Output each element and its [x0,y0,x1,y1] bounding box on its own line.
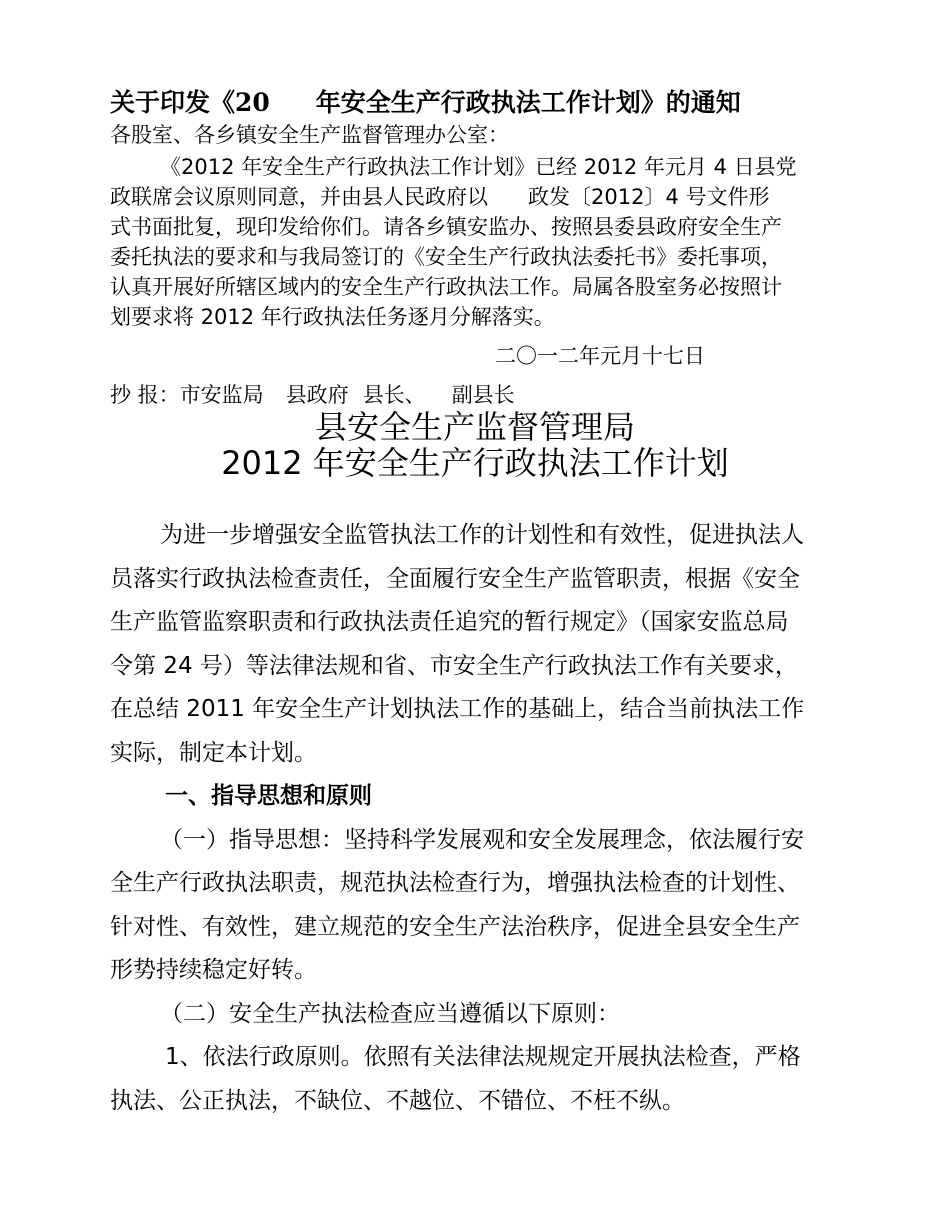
plan-intro-line: 员落实行政执法检查责任，全面履行安全生产监管职责，根据《安全 [110,566,800,592]
notice-para-line: 《2012 年安全生产行政执法工作计划》已经 2012 年元月 4 日县党 [160,155,797,179]
notice-title [110,90,741,115]
guiding-line: 形势持续稳定好转。 [110,957,317,983]
plan-intro-line: 令第 24 号）等法律法规和省、市安全生产行政执法工作有关要求， [110,653,798,679]
notice-salutation: 各股室、各乡镇安全生产监督管理办公室： [110,123,509,147]
plan-title-line2: 2012 年安全生产行政执法工作计划 [221,444,729,482]
principles-heading: （二）安全生产执法检查应当遵循以下原则： [160,1001,620,1027]
guiding-line: 全生产行政执法职责，规范执法检查行为，增强执法检查的计划性、 [110,870,800,896]
plan-intro-line: 生产监管监察职责和行政执法责任追究的暂行规定》（国家安监总局 [110,609,789,635]
principle-line: 执法、公正执法，不缺位、不越位、不错位、不枉不纵。 [110,1088,685,1114]
notice-para-line: 委托执法的要求和与我局签订的《安全生产行政执法委托书》委托事项， [110,245,782,269]
notice-cc-line: 抄 报：市安监局 县政府 县长、 副县长 [110,383,515,407]
notice-para-line: 认真开展好所辖区域内的安全生产行政执法工作。局属各股室务必按照计 [110,275,782,299]
notice-date: 二〇一二年元月十七日 [495,344,705,368]
plan-title-line1: 县安全生产监督管理局 [314,408,635,446]
plan-intro-line: 在总结 2011 年安全生产计划执法工作的基础上，结合当前执法工作 [110,696,805,722]
guiding-line: （一）指导思想：坚持科学发展观和安全发展理念，依法履行安 [160,827,804,853]
notice-title-part2: 年安全生产行政执法工作计划》的通知 [315,88,741,117]
principle-line: 1、依法行政原则。依照有关法律法规规定开展执法检查，严格 [165,1044,801,1070]
notice-para-line: 政联席会议原则同意，并由县人民政府以 政发〔2012〕4 号文件形 [110,185,770,209]
plan-intro-line: 为进一步增强安全监管执法工作的计划性和有效性，促进执法人 [160,522,804,548]
notice-para-line: 划要求将 2012 年行政执法任务逐月分解落实。 [110,305,555,329]
plan-intro-line: 实际，制定本计划。 [110,740,317,766]
guiding-line: 针对性、有效性，建立规范的安全生产法治秩序，促进全县安全生产 [110,914,800,940]
notice-para-line: 式书面批复，现印发给你们。请各乡镇安监办、按照县委县政府安全生产 [110,215,782,239]
notice-title-part1: 关于印发《20 [110,88,270,117]
section-heading: 一、指导思想和原则 [165,783,372,809]
